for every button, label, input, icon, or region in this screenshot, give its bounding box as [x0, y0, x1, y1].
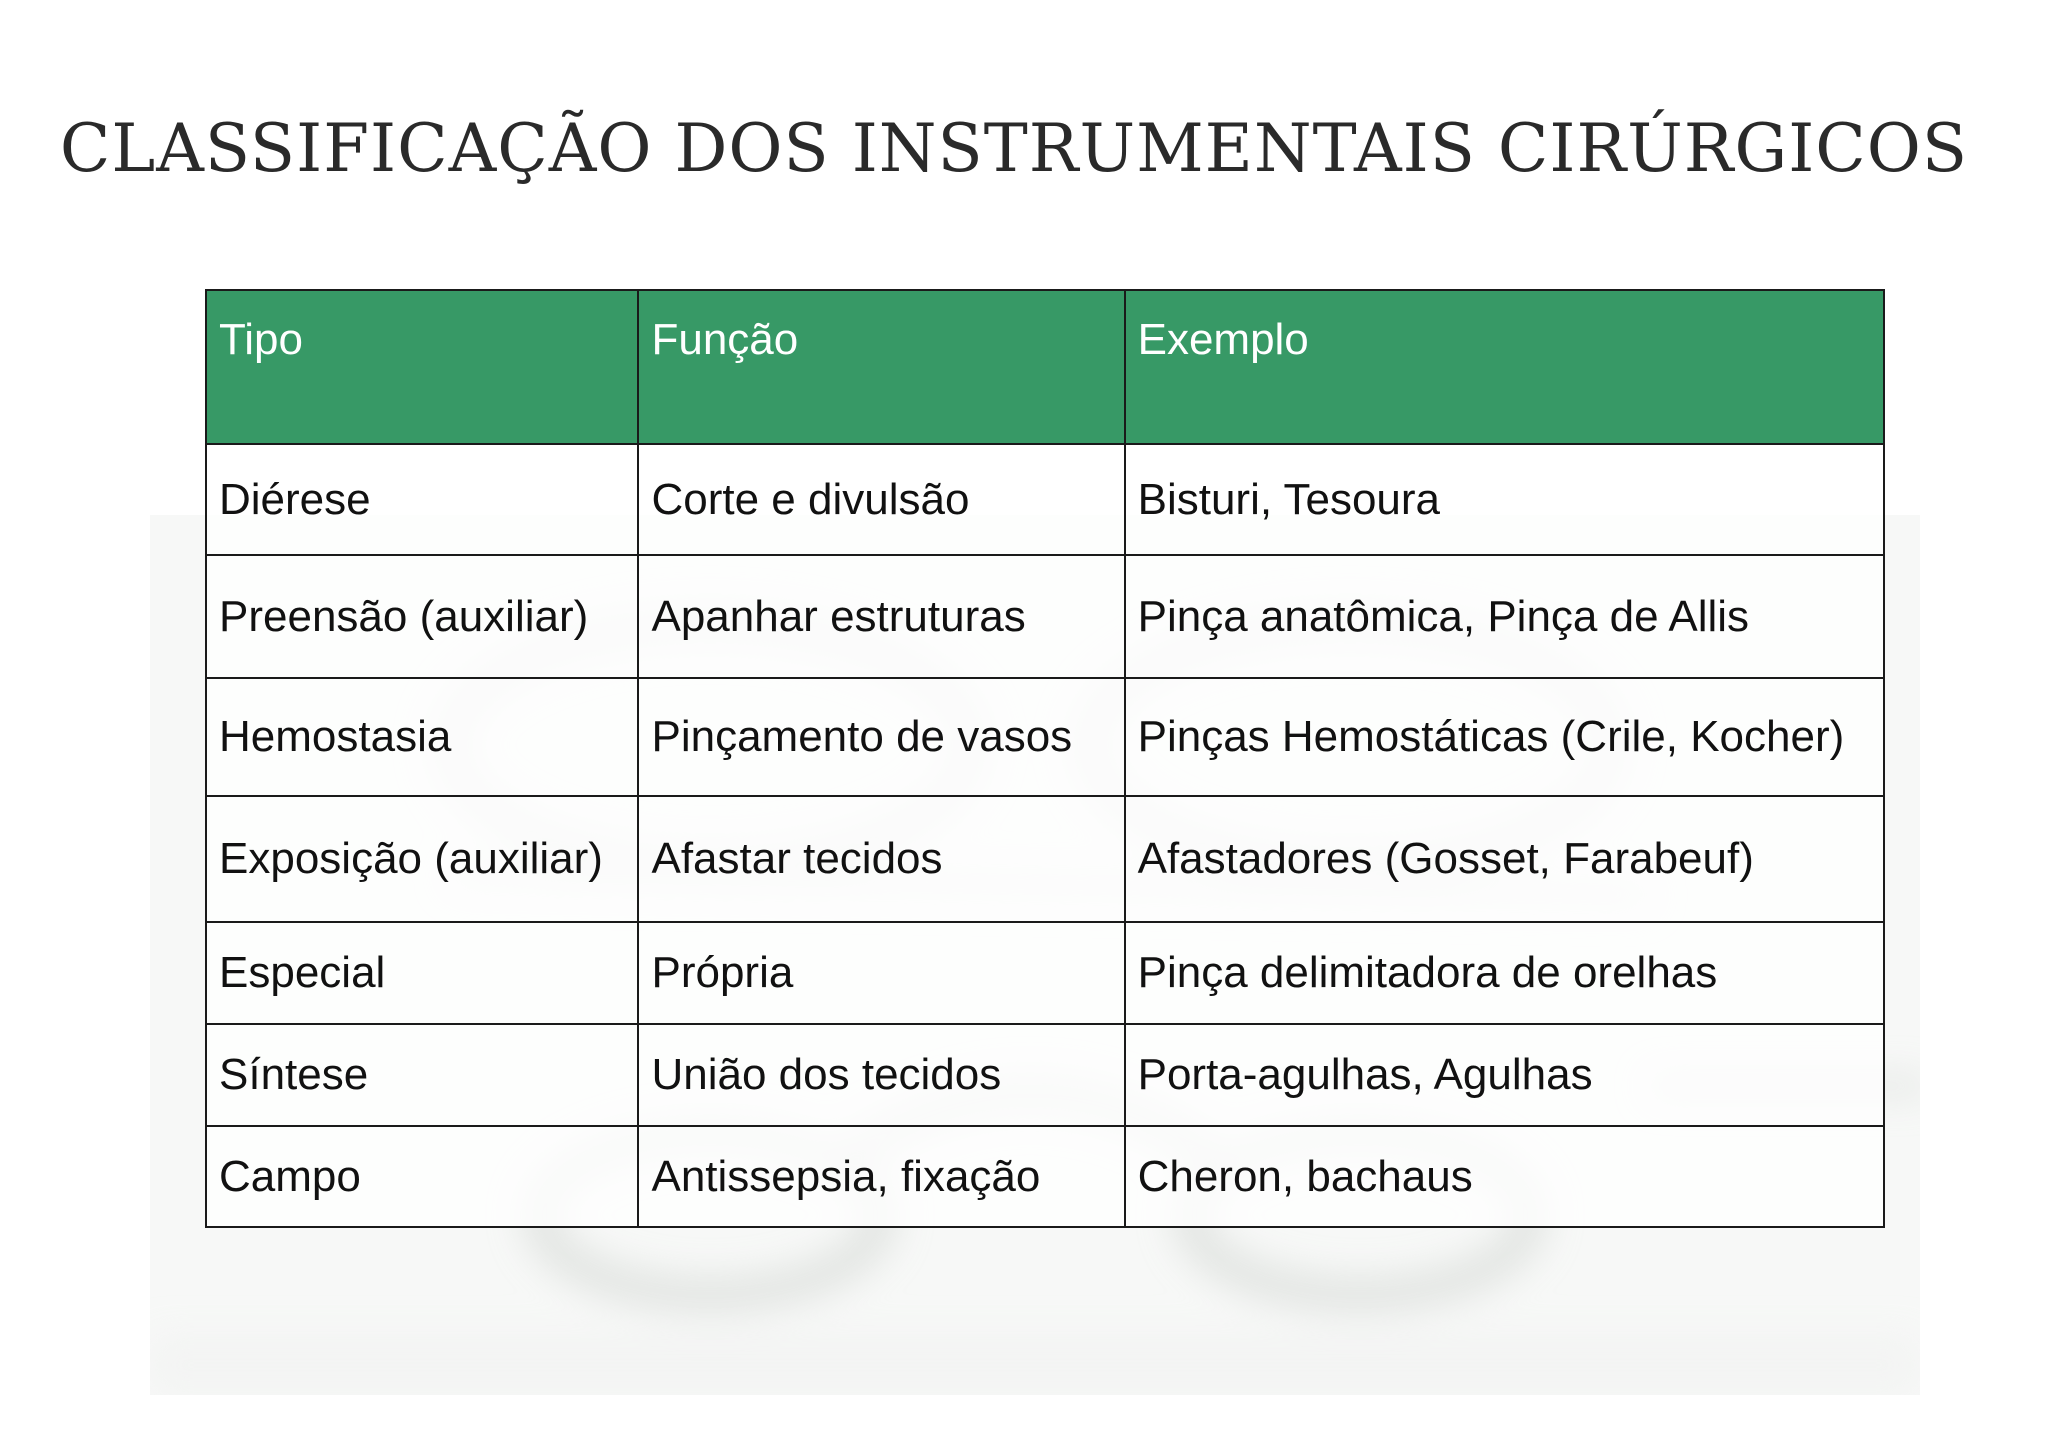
header-exemplo: Exemplo: [1125, 290, 1884, 444]
table-row: [206, 678, 1884, 796]
cell-tipo: Diérese: [206, 444, 638, 555]
cell-tipo: Especial: [206, 922, 638, 1024]
cell-tipo: Hemostasia: [206, 678, 638, 796]
cell-funcao: Própria: [638, 922, 1124, 1024]
table-header: [206, 290, 1884, 444]
table-row: [206, 922, 1884, 1024]
cell-funcao: Antissepsia, fixação: [638, 1126, 1124, 1227]
cell-funcao: Apanhar estruturas: [638, 555, 1124, 678]
cell-exemplo: Porta-agulhas, Agulhas: [1125, 1024, 1884, 1126]
table-body: [206, 444, 1884, 1227]
cell-funcao: Corte e divulsão: [638, 444, 1124, 555]
cell-exemplo: Afastadores (Gosset, Farabeuf): [1125, 796, 1884, 922]
page-title: [0, 110, 2048, 187]
cell-funcao: União dos tecidos: [638, 1024, 1124, 1126]
cell-exemplo: Cheron, bachaus: [1125, 1126, 1884, 1227]
table-row: [206, 1126, 1884, 1227]
header-tipo: Tipo: [206, 290, 638, 444]
cell-tipo: Preensão (auxiliar): [206, 555, 638, 678]
cell-exemplo: Bisturi, Tesoura: [1125, 444, 1884, 555]
cell-tipo: Exposição (auxiliar): [206, 796, 638, 922]
header-row: [206, 290, 1884, 444]
cell-tipo: Síntese: [206, 1024, 638, 1126]
table-row: [206, 1024, 1884, 1126]
cell-exemplo: Pinça delimitadora de orelhas: [1125, 922, 1884, 1024]
header-funcao: Função: [638, 290, 1124, 444]
table-row: [206, 444, 1884, 555]
table-row: [206, 796, 1884, 922]
page-title-text: CLASSIFICAÇÃO DOS INSTRUMENTAIS CIRÚRGICOS: [59, 110, 1969, 187]
cell-exemplo: Pinças Hemostáticas (Crile, Kocher): [1125, 678, 1884, 796]
cell-funcao: Pinçamento de vasos: [638, 678, 1124, 796]
table-row: [206, 555, 1884, 678]
cell-funcao: Afastar tecidos: [638, 796, 1124, 922]
cell-exemplo: Pinça anatômica, Pinça de Allis: [1125, 555, 1884, 678]
cell-tipo: Campo: [206, 1126, 638, 1227]
classification-table: [205, 289, 1885, 1228]
